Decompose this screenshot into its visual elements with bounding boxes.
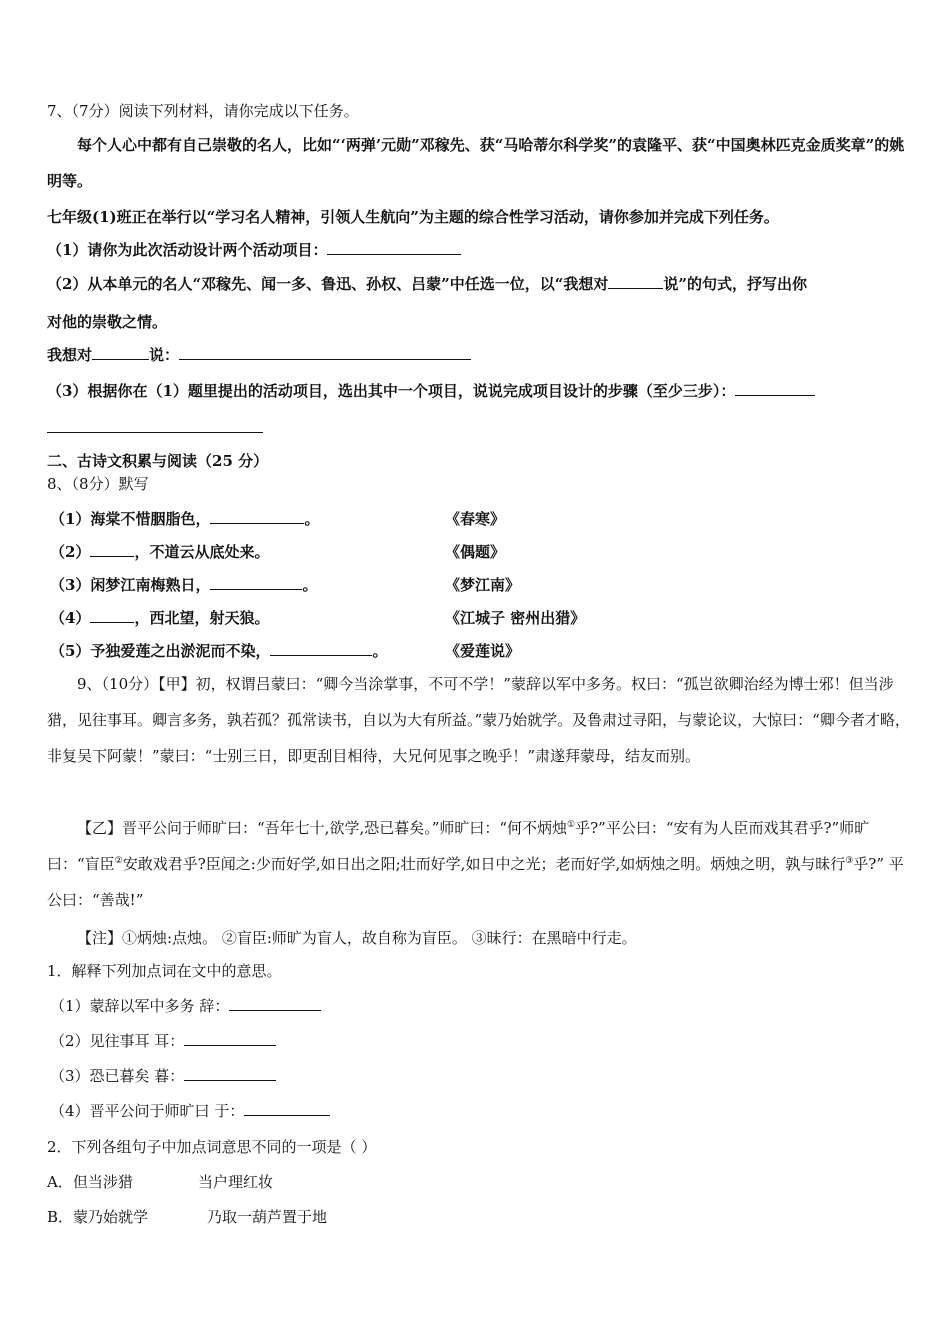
q9-sub1-item-2: （2）见往事耳 耳： (50, 1031, 276, 1051)
q9-passage-yi: 【乙】晋平公问于师旷曰：“吾年七十,欲学,恐已暮矣。”师旷曰：“何不炳烛①乎?”平公曰：“安有为人臣而戏其君乎?”师旷曰：“盲臣②安敢戏君乎?臣闻之:少而好学,如日出之阳;壮而好学,如日中之光；老而好学,如炳烛之明。炳烛之明，孰与昧行③乎?” 平公曰：“善哉!” (47, 819, 904, 909)
answer-blank[interactable] (90, 608, 134, 623)
answer-blank[interactable] (184, 1031, 276, 1046)
answer-blank[interactable] (229, 996, 321, 1011)
q9-sub1-title: 1．解释下列加点词在文中的意思。 (47, 962, 282, 980)
q9-sub1-item-4: （4）晋平公问于师旷曰 于： (50, 1101, 330, 1121)
answer-blank[interactable] (244, 1101, 330, 1116)
q9-sub1-item-1: （1）蒙辞以军中多务 辞： (50, 996, 321, 1016)
q8-source-2: 《偶题》 (445, 543, 506, 561)
q8-item-4: （4） ，西北望，射天狼。 (50, 609, 270, 627)
answer-blank[interactable] (184, 1066, 276, 1081)
q7-task2-cont: 对他的崇敬之情。 (47, 313, 168, 331)
answer-line[interactable] (47, 432, 263, 433)
footnote-mark-2: ② (114, 856, 123, 866)
answer-blank[interactable] (608, 274, 663, 289)
q8-source-1: 《春寒》 (445, 510, 506, 528)
q8-item-1: （1）海棠不惜胭脂色， 。 (50, 510, 320, 528)
answer-blank[interactable] (92, 345, 149, 360)
q8-source-3: 《梦江南》 (445, 576, 521, 594)
section-2-title: 二、古诗文积累与阅读（25 分） (47, 452, 269, 470)
q8-item-5: （5）予独爱莲之出淤泥而不染， 。 (50, 642, 388, 660)
answer-blank[interactable] (270, 641, 372, 656)
q9-option-b-compare: 乃取一葫芦置于地 (207, 1208, 328, 1226)
q7-task2: （2）从本单元的名人“邓稼先、闻一多、鲁迅、孙权、吕蒙”中任选一位，以“我想对 说”的句式，抒写出你 (47, 275, 807, 293)
q9-option-a[interactable]: A．但当涉猎 (47, 1173, 133, 1191)
answer-blank[interactable] (90, 542, 134, 557)
q9-passage-jia: 9、（10分）【甲】初，权谓吕蒙曰：“卿今当涂掌事，不可不学！”蒙辞以军中多务。权曰：“孤岂欲卿治经为博士邪！但当涉猎，见往事耳。卿言多务，孰若孤？孤常读书，自以为大有所益。”蒙乃始就学。及鲁肃过寻阳，与蒙论议，大惊曰：“卿今者才略，非复吴下阿蒙！”蒙曰：“士别三日，即更刮目相待，大兄何见事之晚乎！”肃遂拜蒙母，结友而别。 (47, 675, 910, 765)
q9-sub2-title: 2．下列各组句子中加点词意思不同的一项是（ ） (47, 1138, 377, 1156)
q7-task3: （3）根据你在（1）题里提出的活动项目，选出其中一个项目，说说完成项目设计的步骤（至少三步）： (47, 381, 815, 401)
q8-item-2: （2） ，不道云从底处来。 (50, 543, 270, 561)
q8-header: 8、（8分）默写 (47, 475, 149, 493)
q9-option-b[interactable]: B．蒙乃始就学 (47, 1208, 149, 1226)
answer-blank[interactable] (327, 240, 461, 255)
answer-blank[interactable] (210, 575, 302, 590)
answer-blank[interactable] (179, 345, 471, 360)
footnote-mark-3: ③ (845, 856, 854, 866)
q9-sub1-item-3: （3）恐已暮矣 暮： (50, 1066, 276, 1086)
footnote-mark-1: ① (567, 820, 576, 830)
q8-source-5: 《爱莲说》 (445, 642, 521, 660)
q9-note: 【注】①炳烛:点烛。 ②盲臣:师旷为盲人，故自称为盲臣。 ③昧行：在黑暗中行走。 (77, 929, 637, 947)
answer-blank[interactable] (735, 381, 815, 396)
q7-task2-answer: 我想对 说： (47, 345, 471, 365)
q8-item-3: （3）闲梦江南梅熟日， 。 (50, 576, 318, 594)
q7-intro: 七年级(1)班正在举行以“学习名人精神，引领人生航向”为主题的综合性学习活动，请你参加并完成下列任务。 (47, 208, 779, 226)
q7-material: 每个人心中都有自己崇敬的名人，比如“‘两弹’元勋”邓稼先、获“马哈蒂尔科学奖”的袁隆平、获“中国奥林匹克金质奖章”的姚明等。 (47, 136, 905, 190)
q8-source-4: 《江城子 密州出猎》 (445, 609, 586, 627)
q7-header: 7、（7分）阅读下列材料，请你完成以下任务。 (47, 102, 359, 120)
q7-task1: （1）请你为此次活动设计两个活动项目： (47, 240, 461, 260)
answer-blank[interactable] (210, 509, 304, 524)
q9-option-a-compare: 当户理红妆 (198, 1173, 274, 1191)
